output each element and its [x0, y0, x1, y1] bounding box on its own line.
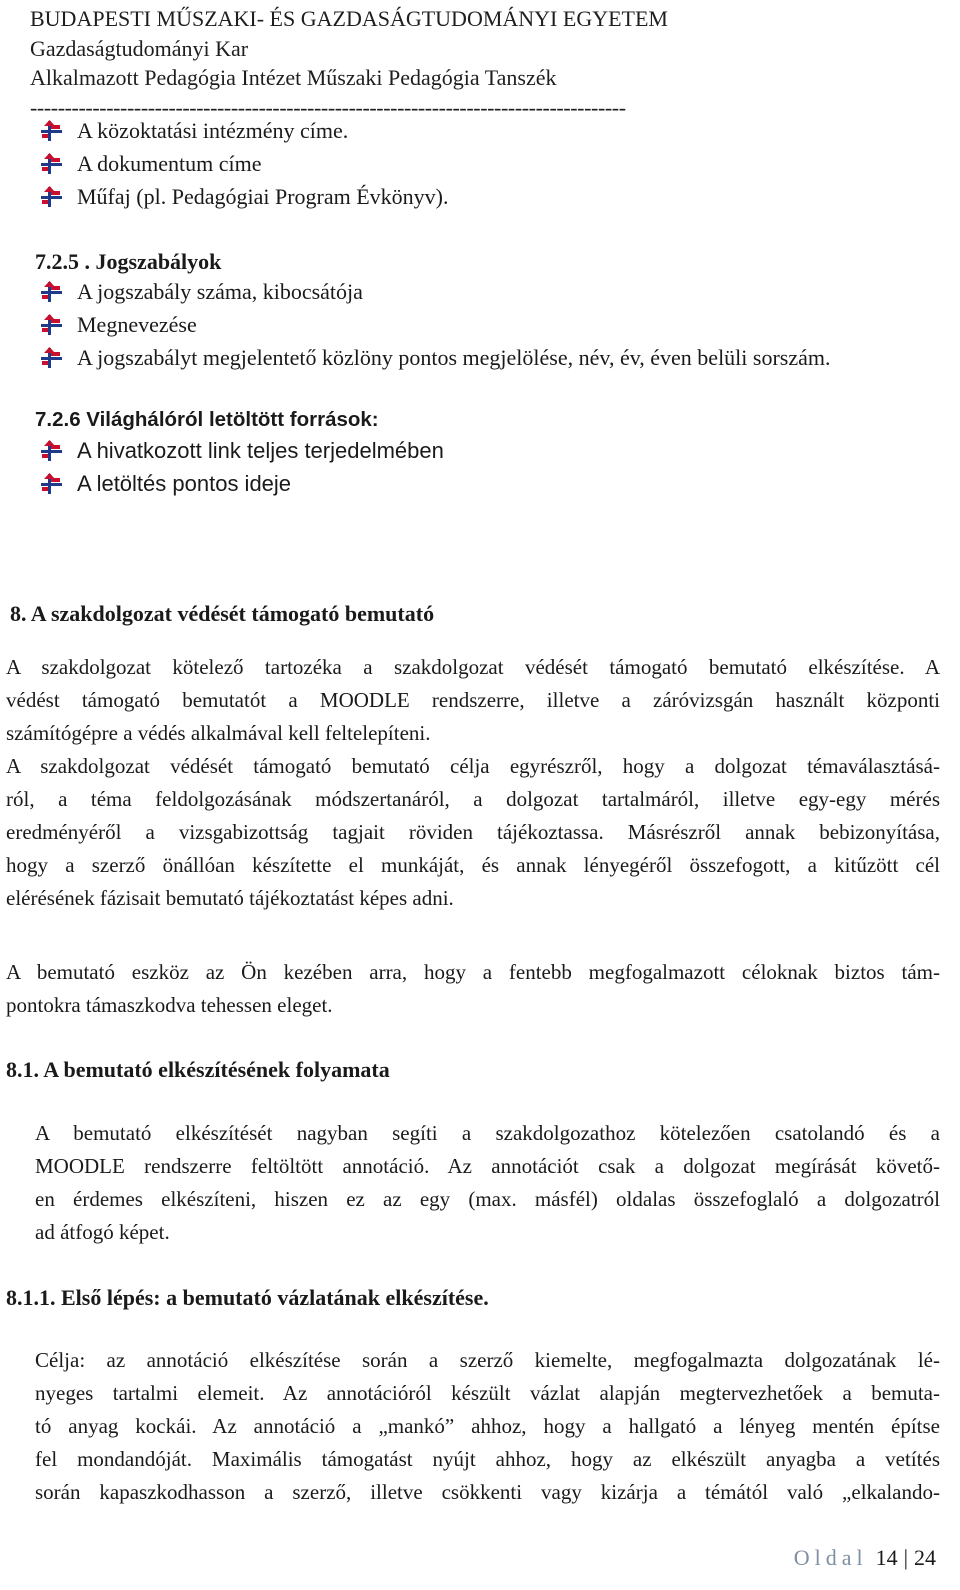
list-item: Műfaj (pl. Pedagógiai Program Évkönyv).: [38, 182, 449, 212]
list-item: A jogszabályt megjelentető közlöny pontos megjelölése, név, év, éven belüli sorszám.: [38, 343, 831, 373]
section-726-title: 7.2.6 Világhálóról letöltött források:: [35, 408, 379, 431]
paragraph: Célja: az annotáció elkészítése során a szerző kiemelte, megfogalmazta dolgozatának lé- nyeges tartalmi elemeit. Az annotációról készült vázlat alapján megtervezhetőek a bemuta- tó anyag kockái. Az annotáció a „mankó” ahhoz, hogy a hallgató a lényeg mentén építse fel mondandóját. Maximális támogatást nyújt ahhoz, hogy az elkészült anyagba a vetítés során kapaszkodhasson a szerző, illetve csökkenti vagy kizárja a témától való „elkalando-: [35, 1348, 940, 1504]
page-footer: [794, 1545, 936, 1571]
section-81-title: 8.1. A bemutató elkészítésének folyamata: [6, 1057, 390, 1082]
paragraph: A szakdolgozat kötelező tartozéka a szakdolgozat védését támogató bemutató elkészítése. A védést támogató bemutatót a MOODLE rendszerre, illetve a záróvizsgán használt központi számítógépre a védés alkalmával kell feltelepíteni.: [6, 655, 940, 745]
list-item: A letöltés pontos ideje: [38, 469, 291, 499]
department-name: Alkalmazott Pedagógia Intézet Műszaki Pedagógia Tanszék: [30, 65, 557, 90]
list-item: A dokumentum címe: [38, 149, 262, 179]
page-separator: |: [903, 1545, 908, 1570]
page-total: 24: [914, 1545, 936, 1570]
paragraph: A szakdolgozat védését támogató bemutató célja egyrészről, hogy a dolgozat témaválasztásá- ról, a téma feldolgozásának módszertanáról, a dolgozat tartalmáról, illetve egy-egy mérés eredményéről a vizsgabizottság tagjait röviden tájékoztassa. Másrészről annak bebizonyítása, hogy a szerző önállóan készítette el munkáját, és annak lényegéről összefogott, a kitűzött cél elérésének fázisait bemutató tájékoztatást képes adni.: [6, 754, 940, 910]
paragraph: A bemutató eszköz az Ön kezében arra, hogy a fentebb megfogalmazott céloknak biztos tám- pontokra támaszkodva tehessen eleget.: [6, 960, 940, 1017]
section-8-title: 8. A szakdolgozat védését támogató bemutató: [10, 601, 435, 626]
page-label: Oldal: [793, 1545, 868, 1570]
page-number: 14: [875, 1545, 898, 1570]
paragraph: A bemutató elkészítését nagyban segíti a szakdolgozathoz kötelezően csatolandó és a MOODLE rendszerre feltöltött annotáció. Az annotációt csak a dolgozat megírását követő- en érdemes elkészíteni, hiszen ez az egy (max. másfél) oldalas összefoglaló a dolgozatról ad átfogó képet.: [35, 1121, 940, 1244]
faculty-name: Gazdaságtudományi Kar: [30, 35, 249, 61]
section-725-title: 7.2.5 . Jogszabályok: [35, 249, 222, 274]
list-item: A hivatkozott link teljes terjedelmében: [38, 436, 444, 466]
bullet-icon: [38, 473, 64, 495]
university-name: BUDAPESTI MŰSZAKI- ÉS GAZDASÁGTUDOMÁNYI EGYETEM: [30, 6, 668, 31]
header-rule: --------------------------------------------------------------------------------------: [30, 94, 626, 120]
bullet-icon: [38, 314, 64, 336]
list-item: A közoktatási intézmény címe.: [38, 116, 348, 146]
bullet-icon: [38, 440, 64, 462]
page-header: [30, 4, 930, 122]
bullet-icon: [38, 153, 64, 175]
bullet-icon: [38, 120, 64, 142]
list-item: A jogszabály száma, kibocsátója: [38, 277, 363, 307]
section-811-title: 8.1.1. Első lépés: a bemutató vázlatának elkészítése.: [6, 1285, 489, 1310]
bullet-icon: [38, 186, 64, 208]
bullet-icon: [38, 347, 64, 369]
bullet-icon: [38, 281, 64, 303]
list-item: Megnevezése: [38, 310, 197, 340]
